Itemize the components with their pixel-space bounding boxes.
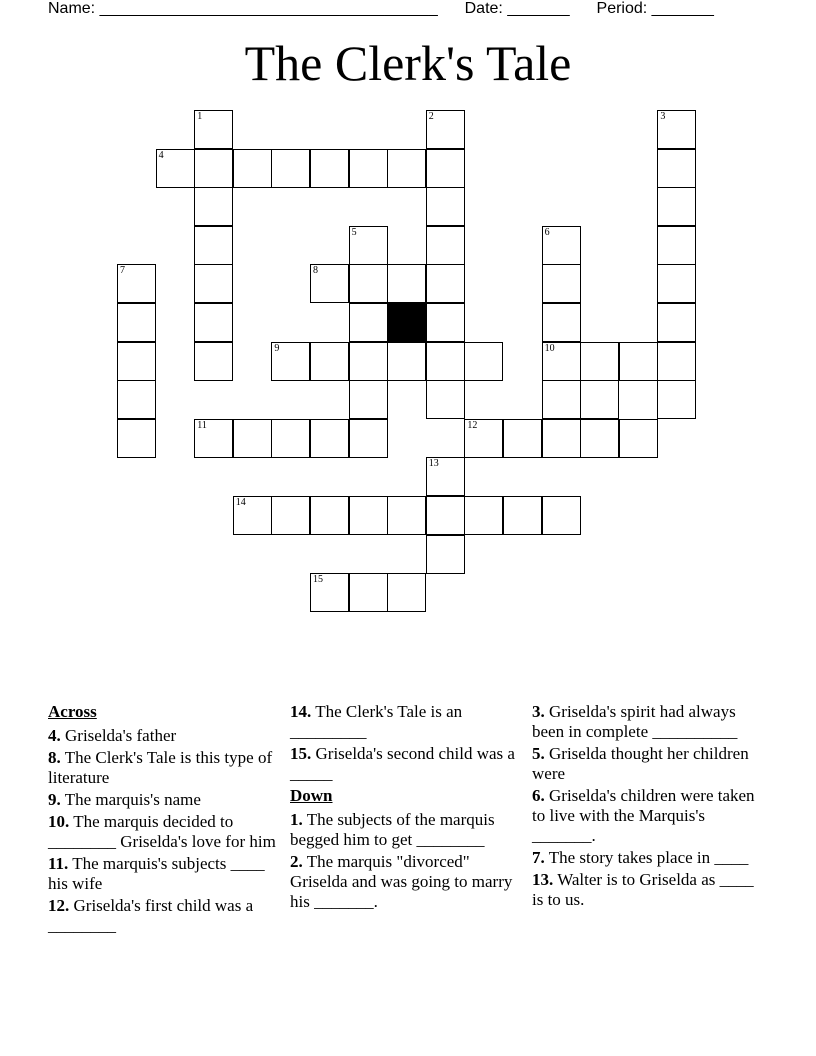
grid-cell-4[interactable] — [156, 149, 195, 188]
clue-number-label: 9. — [48, 790, 61, 809]
clue-text: The Clerk's Tale is an _________ — [290, 702, 463, 741]
grid-cell[interactable] — [387, 573, 426, 612]
clue-item — [532, 870, 762, 910]
clue-item — [48, 812, 284, 852]
grid-cell[interactable] — [426, 149, 465, 188]
clue-number-label: 11. — [48, 854, 69, 873]
grid-cell[interactable] — [426, 535, 465, 574]
clue-number-label: 10. — [48, 812, 70, 831]
clue-number: 6 — [544, 226, 550, 238]
clue-item — [290, 810, 526, 850]
clue-text: Griselda's second child was a _____ — [290, 744, 515, 783]
clue-text: The marquis's subjects ____ his wife — [48, 854, 265, 893]
clue-text: The marquis "divorced" Griselda and was going to marry his _______. — [290, 852, 513, 911]
grid-cell-2[interactable] — [426, 110, 465, 149]
grid-cell[interactable] — [542, 419, 581, 458]
grid-cell[interactable] — [426, 380, 465, 419]
grid-cell[interactable] — [542, 380, 581, 419]
grid-cell[interactable] — [426, 226, 465, 265]
clue-number-label: 14. — [290, 702, 312, 721]
clue-number: 12 — [467, 419, 478, 431]
clue-item — [48, 896, 284, 936]
grid-cell[interactable] — [310, 149, 349, 188]
clue-item — [48, 748, 284, 788]
clue-number: 7 — [120, 265, 125, 277]
clue-text: The marquis's name — [60, 790, 201, 809]
grid-cell[interactable] — [349, 303, 388, 342]
grid-cell[interactable] — [194, 187, 233, 226]
clue-number: 10 — [544, 342, 555, 354]
grid-cell[interactable] — [349, 342, 388, 381]
clue-number: 3 — [660, 111, 666, 122]
page-title: The Clerk's Tale — [244, 35, 572, 91]
clue-number: 5 — [351, 226, 357, 238]
grid-cell[interactable] — [464, 342, 503, 381]
grid-cell[interactable] — [117, 380, 156, 419]
clue-item — [532, 702, 762, 742]
clue-number-label: 15. — [290, 744, 312, 763]
clue-number: 1 — [197, 111, 203, 122]
clue-number: 2 — [428, 111, 434, 122]
clue-number: 15 — [313, 574, 323, 586]
clue-number: 9 — [274, 342, 280, 354]
clue-number-label: 13. — [532, 870, 554, 889]
clue-item — [290, 744, 526, 784]
clue-item — [48, 726, 284, 746]
grid-cell[interactable] — [619, 342, 658, 381]
grid-cell[interactable] — [503, 496, 542, 535]
grid-cell[interactable] — [310, 419, 349, 458]
clue-text: Griselda thought her children were — [532, 744, 749, 783]
grid-cell[interactable] — [657, 187, 696, 226]
clue-number-label: 3. — [532, 702, 545, 721]
clue-text: The story takes place in ____ — [544, 848, 749, 867]
clue-text: The marquis decided to ________ Griselda's love for him — [48, 812, 276, 851]
date-field-label[interactable]: Date: _______ — [464, 0, 570, 17]
grid-cell[interactable] — [117, 303, 156, 342]
clue-text: The Clerk's Tale is this type of literature — [48, 748, 273, 787]
grid-cell-6[interactable] — [542, 226, 581, 265]
grid-cell-11[interactable] — [194, 419, 233, 458]
grid-cell[interactable] — [580, 419, 619, 458]
grid-cell[interactable] — [657, 303, 696, 342]
grid-cell[interactable] — [580, 342, 619, 381]
black-cell — [387, 303, 426, 342]
grid-cell[interactable] — [387, 342, 426, 381]
grid-cell[interactable] — [542, 496, 581, 535]
grid-cell[interactable] — [657, 226, 696, 265]
clue-number: 4 — [158, 149, 164, 161]
grid-cell[interactable] — [194, 264, 233, 303]
grid-cell[interactable] — [542, 303, 581, 342]
grid-cell-8[interactable] — [310, 264, 349, 303]
clue-item — [48, 790, 284, 810]
grid-cell[interactable] — [117, 419, 156, 458]
grid-cell[interactable] — [194, 303, 233, 342]
clue-number-label: 5. — [532, 744, 545, 763]
grid-cell-1[interactable] — [194, 110, 233, 149]
grid-cell[interactable] — [580, 380, 619, 419]
grid-cell[interactable] — [117, 342, 156, 381]
grid-cell[interactable] — [426, 303, 465, 342]
clue-item — [290, 852, 526, 912]
grid-cell-3[interactable] — [657, 110, 696, 149]
clues-column-3 — [532, 702, 762, 912]
grid-cell[interactable] — [271, 496, 310, 535]
grid-cell[interactable] — [349, 380, 388, 419]
grid-cell[interactable] — [657, 264, 696, 303]
grid-cell[interactable] — [503, 419, 542, 458]
grid-cell[interactable] — [464, 496, 503, 535]
grid-cell[interactable] — [310, 342, 349, 381]
clues-column-1 — [48, 702, 284, 938]
grid-cell[interactable] — [657, 149, 696, 188]
clue-number-label: 6. — [532, 786, 545, 805]
grid-cell[interactable] — [542, 264, 581, 303]
grid-cell[interactable] — [271, 419, 310, 458]
grid-cell-15[interactable] — [310, 573, 349, 612]
grid-cell[interactable] — [194, 342, 233, 381]
grid-cell-9[interactable] — [271, 342, 310, 381]
clue-item — [532, 744, 762, 784]
clue-text: Griselda's children were taken to live with the Marquis's _______. — [532, 786, 755, 845]
across-heading: Across — [48, 702, 97, 721]
grid-cell[interactable] — [194, 226, 233, 265]
clue-text: Griselda's first child was a ________ — [48, 896, 254, 935]
grid-cell[interactable] — [349, 496, 388, 535]
grid-cell[interactable] — [233, 149, 272, 188]
grid-cell[interactable] — [426, 187, 465, 226]
clue-number-label: 1. — [290, 810, 303, 829]
grid-cell[interactable] — [349, 264, 388, 303]
clue-text: Griselda's spirit had always been in complete __________ — [532, 702, 738, 741]
grid-cell[interactable] — [271, 149, 310, 188]
grid-cell[interactable] — [657, 342, 696, 381]
clue-item — [532, 848, 762, 868]
grid-cell[interactable] — [426, 342, 465, 381]
down-heading: Down — [290, 786, 333, 805]
grid-cell-12[interactable] — [464, 419, 503, 458]
grid-cell[interactable] — [310, 496, 349, 535]
period-field-label[interactable]: Period: _______ — [596, 0, 714, 17]
grid-cell[interactable] — [426, 264, 465, 303]
grid-cell[interactable] — [387, 149, 426, 188]
clue-number-label: 2. — [290, 852, 303, 871]
clues-column-2 — [290, 702, 526, 914]
grid-cell[interactable] — [619, 419, 658, 458]
clue-number-label: 8. — [48, 748, 61, 767]
name-field-label[interactable]: Name: ______________________________________ — [48, 0, 438, 17]
grid-cell[interactable] — [657, 380, 696, 419]
grid-cell[interactable] — [426, 496, 465, 535]
clue-number: 14 — [235, 497, 246, 508]
clue-item — [48, 854, 284, 894]
grid-cell-14[interactable] — [233, 496, 272, 535]
clue-number-label: 7. — [532, 848, 545, 867]
grid-cell-10[interactable] — [542, 342, 581, 381]
grid-cell[interactable] — [349, 149, 388, 188]
clue-text: Griselda's father — [60, 726, 177, 745]
clue-item — [532, 786, 762, 846]
clue-text: The subjects of the marquis begged him to get ________ — [290, 810, 495, 849]
grid-cell[interactable] — [387, 496, 426, 535]
clue-number-label: 4. — [48, 726, 61, 745]
grid-cell[interactable] — [233, 419, 272, 458]
clue-number: 11 — [197, 419, 207, 431]
grid-cell-13[interactable] — [426, 457, 465, 496]
grid-cell-7[interactable] — [117, 264, 156, 303]
grid-cell[interactable] — [194, 149, 233, 188]
grid-cell[interactable] — [349, 573, 388, 612]
clue-text: Walter is to Griselda as ____ is to us. — [532, 870, 754, 909]
clue-number: 13 — [428, 458, 439, 470]
grid-cell-5[interactable] — [349, 226, 388, 265]
clue-number-label: 12. — [48, 896, 70, 915]
clue-item — [290, 702, 526, 742]
grid-cell[interactable] — [387, 264, 426, 303]
clue-number: 8 — [313, 265, 318, 277]
grid-cell[interactable] — [349, 419, 388, 458]
